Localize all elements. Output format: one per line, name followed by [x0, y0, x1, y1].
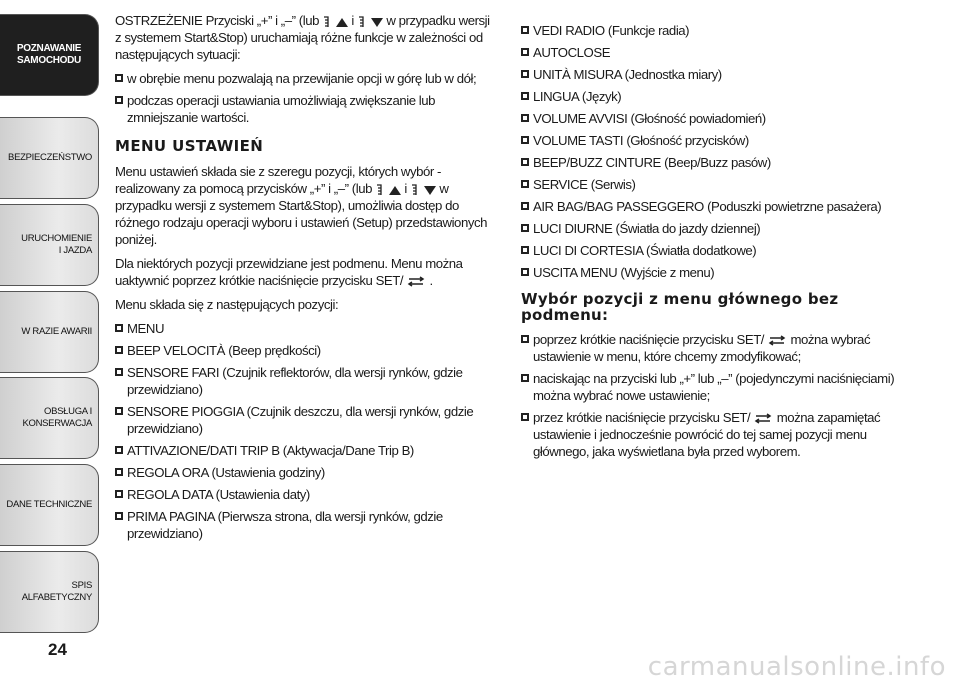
tab-uruchomienie-i-jazda[interactable]: URUCHOMIENIE I JAZDA	[0, 204, 99, 286]
bullet-icon	[115, 490, 123, 498]
bullet-icon	[521, 26, 529, 34]
bullet-icon	[521, 70, 529, 78]
bullet-icon	[521, 413, 529, 421]
bullet-icon	[521, 246, 529, 254]
tab-poznawanie-samochodu[interactable]: POZNAWANIE SAMOCHODU	[0, 14, 99, 96]
lever-up-icon	[375, 184, 401, 196]
warning-paragraph: OSTRZEŻENIE Przyciski „+” i „–” (lub i w przypadku wersji z systemem Start&Stop) uruchamiają różne funkcje w zależności od następujących sytuacji:	[115, 13, 490, 62]
bullet-icon	[115, 324, 123, 332]
list-item: AIR BAG/BAG PASSEGGERO (Poduszki powietrzne pasażera)	[521, 198, 921, 215]
list-item: MENU	[115, 320, 497, 337]
tab-spis-alfabetyczny[interactable]: SPIS ALFABETYCZNY	[0, 551, 99, 633]
menu-description-paragraph: Menu ustawień składa sie z szeregu pozycji, których wybór - realizowany za pomocą przycisków „+” i „–” (lub i w przypadku wersji z systemem Start&Stop), umożliwia dostęp do różnego rodzaju operacji wyboru i ustawień (Setup) przedstawionych poniżej.	[115, 164, 487, 247]
list-item: LINGUA (Język)	[521, 88, 921, 105]
bullet-icon	[115, 346, 123, 354]
list-item: BEEP/BUZZ CINTURE (Beep/Buzz pasów)	[521, 154, 921, 171]
list-item: AUTOCLOSE	[521, 44, 921, 61]
list-item: USCITA MENU (Wyjście z menu)	[521, 264, 921, 281]
bullet-icon	[115, 368, 123, 376]
tab-bezpieczenstwo[interactable]: BEZPIECZEŃSTWO	[0, 117, 99, 199]
bullet-icon	[115, 96, 123, 104]
menu-items-intro: Menu składa się z następujących pozycji:	[115, 297, 339, 312]
list-item: VEDI RADIO (Funkcje radia)	[521, 22, 921, 39]
list-item: SENSORE FARI (Czujnik reflektorów, dla wersji rynków, gdzie przewidziano)	[115, 364, 497, 398]
tab-obsluga-i-konserwacja[interactable]: OBSŁUGA I KONSERWACJA	[0, 377, 99, 459]
bullet-icon	[115, 446, 123, 454]
right-column	[521, 22, 921, 465]
list-item: UNITÀ MISURA (Jednostka miary)	[521, 66, 921, 83]
list-item: REGOLA ORA (Ustawienia godziny)	[115, 464, 497, 481]
bullet-icon	[115, 74, 123, 82]
bullet-icon	[521, 48, 529, 56]
list-item: PRIMA PAGINA (Pierwsza strona, dla wersji rynków, gdzie przewidziano)	[115, 508, 497, 542]
section-heading-wybor-pozycji: Wybór pozycji z menu głównego bez podmenu:	[521, 290, 839, 324]
tab-w-razie-awarii[interactable]: W RAZIE AWARII	[0, 291, 99, 373]
list-item: REGOLA DATA (Ustawienia daty)	[115, 486, 497, 503]
chapter-sidebar	[0, 0, 100, 640]
list-item: BEEP VELOCITÀ (Beep prędkości)	[115, 342, 497, 359]
list-item: ATTIVAZIONE/DATI TRIP B (Aktywacja/Dane Trip B)	[115, 442, 497, 459]
lever-up-icon	[322, 16, 348, 28]
bullet-icon	[521, 268, 529, 276]
list-item: LUCI DI CORTESIA (Światła dodatkowe)	[521, 242, 921, 259]
list-item: VOLUME TASTI (Głośność przycisków)	[521, 132, 921, 149]
lever-down-icon	[410, 184, 436, 196]
list-item: w obrębie menu pozwalają na przewijanie opcji w górę lub w dół;	[115, 70, 497, 87]
list-item: naciskając na przyciski lub „+” lub „–” (pojedynczymi naciśnięciami) można wybrać nowe ustawienie;	[521, 370, 921, 404]
page-number: 24	[48, 640, 67, 659]
set-return-icon	[406, 276, 426, 287]
watermark: carmanualsonline.info	[647, 652, 946, 682]
bullet-icon	[115, 407, 123, 415]
list-item: LUCI DIURNE (Światła do jazdy dziennej)	[521, 220, 921, 237]
set-return-icon	[753, 413, 773, 424]
bullet-icon	[521, 136, 529, 144]
bullet-icon	[115, 468, 123, 476]
tab-dane-techniczne[interactable]: DANE TECHNICZNE	[0, 464, 99, 546]
left-column	[115, 12, 497, 547]
bullet-icon	[521, 158, 529, 166]
bullet-icon	[521, 180, 529, 188]
bullet-icon	[521, 202, 529, 210]
list-item: podczas operacji ustawiania umożliwiają zwiększanie lub zmniejszanie wartości.	[115, 92, 497, 126]
list-item: VOLUME AVVISI (Głośność powiadomień)	[521, 110, 921, 127]
list-item: SERVICE (Serwis)	[521, 176, 921, 193]
submenu-paragraph: Dla niektórych pozycji przewidziane jest podmenu. Menu można uaktywnić poprzez krótkie naciśnięcie przycisku SET/ .	[115, 256, 463, 288]
bullet-icon	[521, 92, 529, 100]
lever-down-icon	[357, 16, 383, 28]
bullet-icon	[521, 224, 529, 232]
section-heading-menu-ustawien: MENU USTAWIEŃ	[115, 137, 264, 155]
set-return-icon	[767, 335, 787, 346]
list-item: przez krótkie naciśnięcie przycisku SET/ można zapamiętać ustawienie i jednocześnie powrócić do tej samej pozycji menu głównego, jaka wyświetlana była przed wyborem.	[521, 409, 921, 460]
bullet-icon	[521, 374, 529, 382]
bullet-icon	[115, 512, 123, 520]
list-item: SENSORE PIOGGIA (Czujnik deszczu, dla wersji rynków, gdzie przewidziano)	[115, 403, 497, 437]
bullet-icon	[521, 114, 529, 122]
bullet-icon	[521, 335, 529, 343]
list-item: poprzez krótkie naciśnięcie przycisku SET/ można wybrać ustawienie w menu, które chcemy zmodyfikować;	[521, 331, 921, 365]
